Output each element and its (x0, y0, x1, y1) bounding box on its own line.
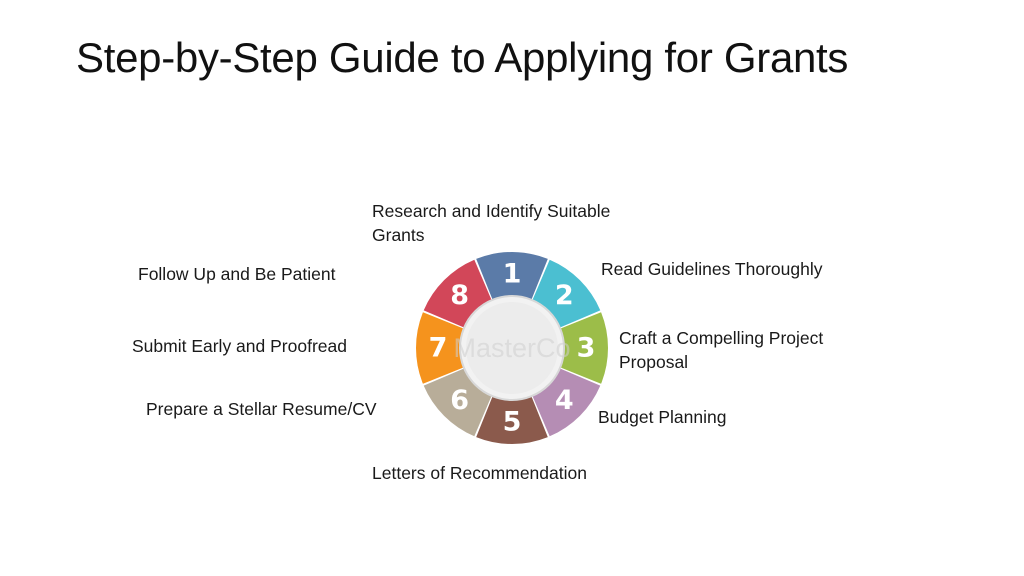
step-label-7: Submit Early and Proofread (132, 336, 347, 356)
wheel-number-1: 1 (502, 258, 522, 290)
wheel-number-3: 3 (576, 332, 596, 364)
watermark-text: MasterCo (453, 333, 571, 364)
step-label-8: Follow Up and Be Patient (138, 264, 336, 284)
step-label-1: Research and Identify Suitable Grants (372, 201, 611, 245)
step-wheel (412, 248, 612, 448)
wheel-number-7: 7 (428, 332, 448, 364)
step-label-6: Prepare a Stellar Resume/CV (146, 399, 377, 419)
wheel-number-2: 2 (554, 280, 574, 312)
step-label-4: Budget Planning (598, 407, 727, 427)
wheel-number-5: 5 (502, 406, 522, 438)
wheel-number-4: 4 (554, 384, 574, 416)
wheel-number-8: 8 (450, 280, 470, 312)
step-label-2: Read Guidelines Thoroughly (601, 259, 823, 279)
step-label-5: Letters of Recommendation (372, 463, 587, 483)
step-label-3: Craft a Compelling Project Proposal (619, 328, 824, 372)
wheel-number-6: 6 (450, 384, 470, 416)
slide-title: Step-by-Step Guide to Applying for Grants (76, 34, 849, 81)
